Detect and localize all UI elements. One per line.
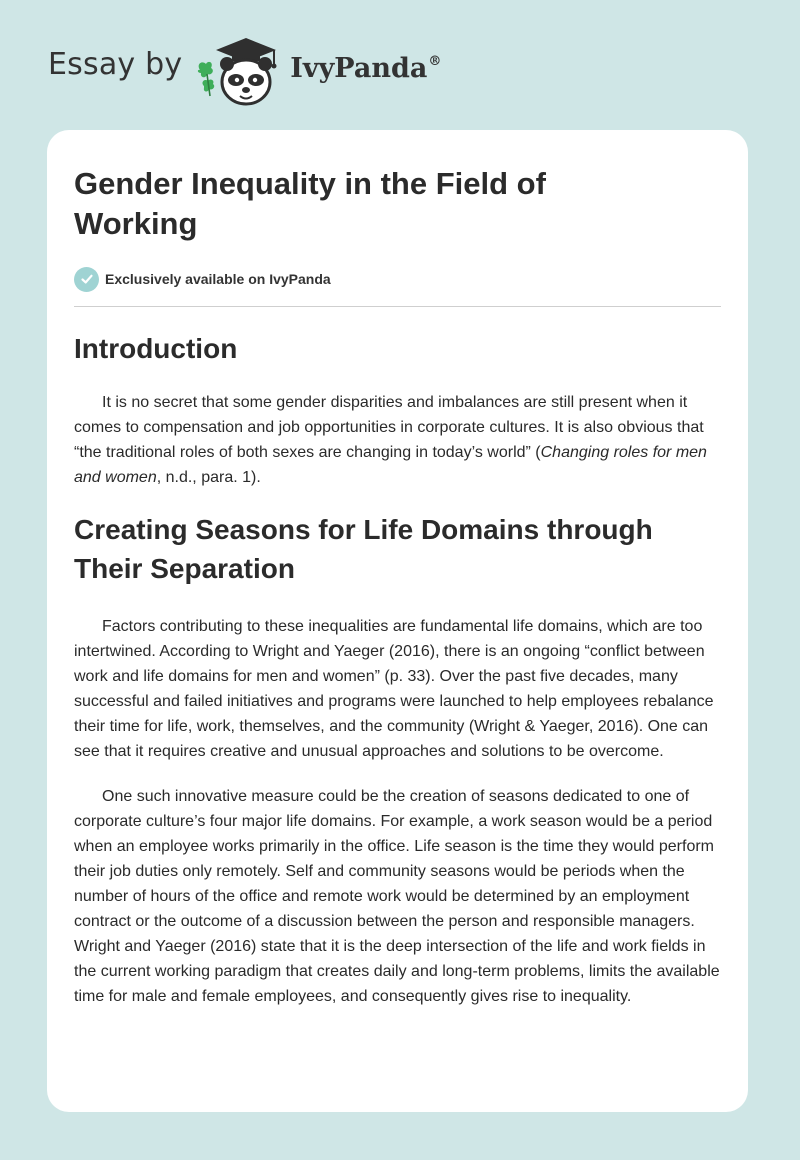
badge-text: Exclusively available on IvyPanda [105,271,331,287]
divider [74,306,721,307]
site-header [48,30,441,110]
essay-by-label: Essay by [48,46,183,82]
exclusive-badge [74,264,721,294]
brand-name[interactable]: IvyPanda® [290,52,442,84]
article-card [47,130,748,1112]
article-title: Gender Inequality in the Field of Working [74,166,546,241]
cited-title: Changing roles for men and women [74,444,707,486]
section-heading-creating-seasons: Creating Seasons for Life Domains through Their Separation [74,514,653,584]
panda-graduate-logo-icon[interactable] [194,30,286,110]
paragraph: Factors contributing to these inequalities are fundamental life domains, which are too intertwined. According to Wright and Yaeger (2016), there is an ongoing “conflict between work and life domains for men and women” (p. 33). Over the past five decades, many successful and failed initiatives and programs were launched to help employees rebalance their time for life, work, themselves, and the community (Wright & Yaeger, 2016). One can see that it requires creative and unusual approaches and solutions to be overcome. [74,618,714,760]
section-heading-introduction: Introduction [74,333,238,364]
paragraph: One such innovative measure could be the creation of seasons dedicated to one of corporate culture’s four major life domains. For example, a work season would be a period when an employee works primarily in the office. Life season is the time they would perform their job duties only remotely. Self and community seasons would be periods when the number of hours of the office and remote work would be determined by an employment contract or the outcome of a discussion between the person and responsible managers. Wright and Yaeger (2016) state that it is the deep intersection of the life and work fields in the current working paradigm that creates daily and long-term problems, limits the available time for male and female employees, and consequently gives rise to inequality. [74,788,720,1005]
check-circle-icon [74,267,99,292]
trademark-symbol: ® [428,53,442,69]
paragraph: It is no secret that some gender disparities and imbalances are still present when it comes to compensation and job opportunities in corporate cultures. It is also obvious that “the traditional roles of both sexes are changing in today’s world” (Changing roles for men and women, n.d., para. 1). [74,394,707,486]
